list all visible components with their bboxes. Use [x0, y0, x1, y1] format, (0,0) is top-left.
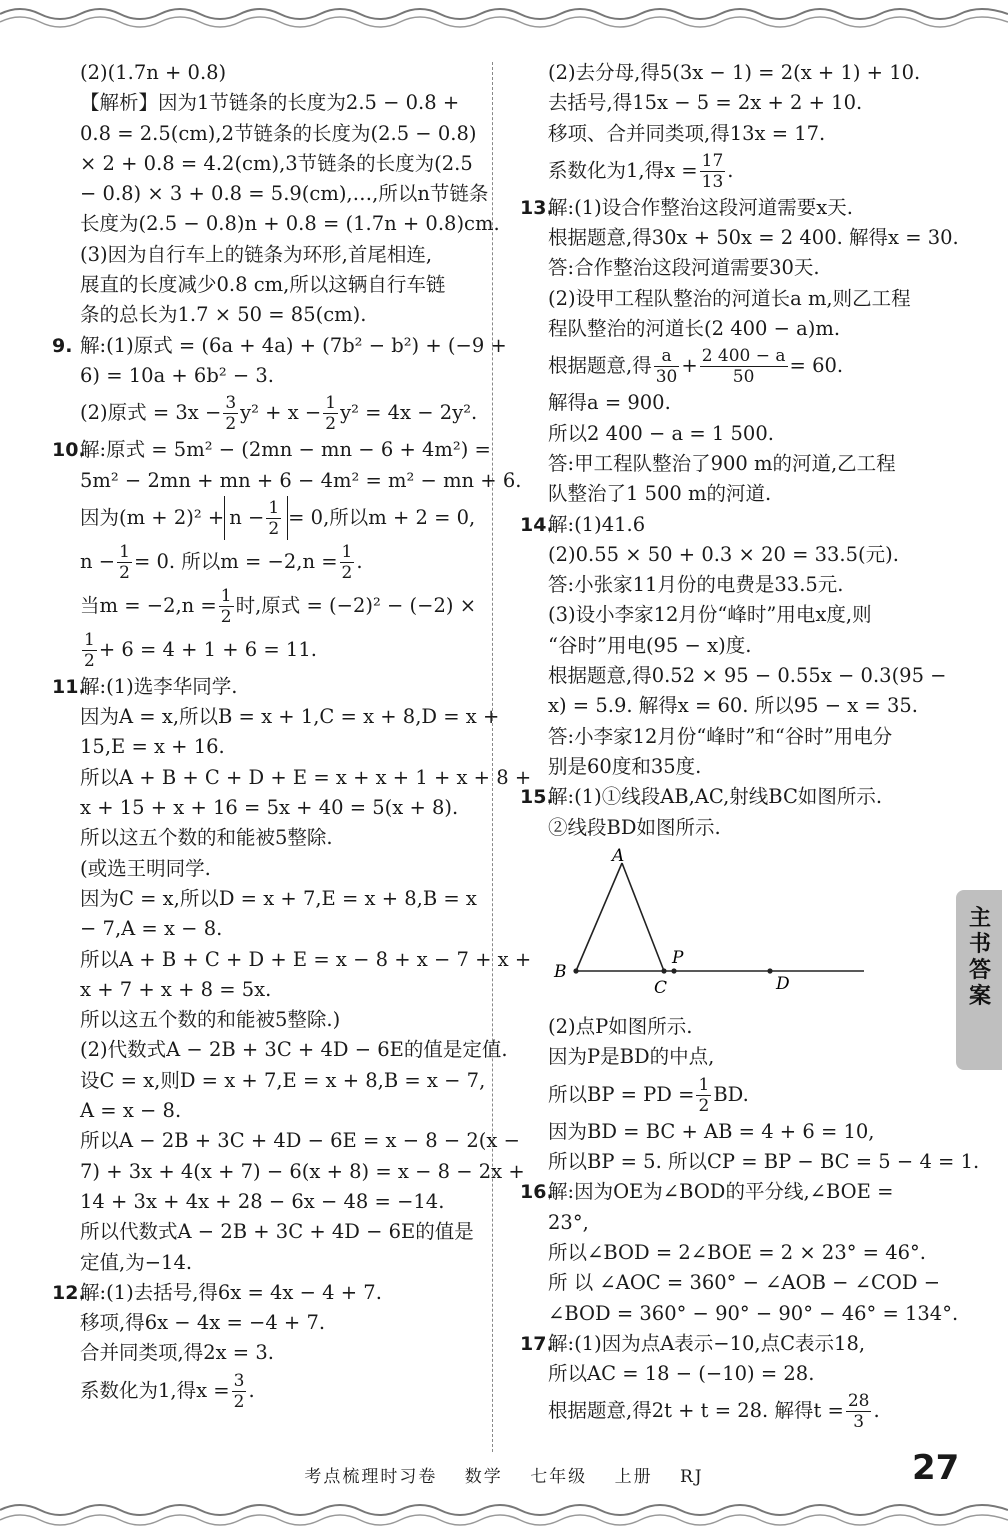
- line: 0.8 = 2.5(cm),2节链条的长度为(2.5 − 0.8): [80, 121, 477, 145]
- fraction: $\frac{1}{2}$: [84, 629, 95, 671]
- line: 别是60度和35度.: [548, 754, 702, 778]
- fraction: $\frac{a}{30}$: [655, 346, 678, 388]
- point-p: [671, 968, 676, 973]
- line: 根据题意,得 $\frac{a}{30}$ + $\frac{2 400 - a}{50}$ = 60.: [548, 346, 844, 388]
- line: 因为P是BD的中点,: [548, 1045, 715, 1069]
- line: 去括号,得15x − 5 = 2x + 2 + 10.: [548, 91, 863, 115]
- line: 展直的长度减少0.8 cm,所以这辆自行车链: [80, 273, 446, 297]
- line: 合并同类项,得2x = 3.: [80, 1341, 274, 1365]
- line: 所以BP = 5. 所以CP = BP − BC = 5 − 4 = 1.: [548, 1150, 980, 1174]
- line: 所以A + B + C + D + E = x + x + 1 + x + 8 +: [80, 765, 532, 789]
- line: × 2 + 0.8 = 4.2(cm),3节链条的长度为(2.5: [80, 151, 473, 175]
- line: A = x − 8.: [80, 1099, 182, 1123]
- line: (3)因为自行车上的链条为环形,首尾相连,: [80, 242, 433, 266]
- line: 15,E = x + 16.: [80, 735, 225, 759]
- absolute-value: n − $\frac{1}{2}$: [224, 496, 288, 540]
- top-wave-border: [0, 0, 1008, 40]
- line: 所以∠BOD = 2∠BOE = 2 × 23° = 46°.: [548, 1240, 926, 1264]
- line: 11.解:(1)选李华同学.: [52, 672, 462, 702]
- line: 所以A − 2B + 3C + 4D − 6E = x − 8 − 2(x −: [80, 1129, 520, 1153]
- fraction: $\frac{1}{2}$: [698, 1074, 710, 1116]
- line: 定值,为−14.: [80, 1250, 193, 1274]
- line: (2)点P如图所示.: [548, 1015, 693, 1039]
- line: 16.解:因为OE为∠BOD的平分线,∠BOE =: [520, 1177, 940, 1207]
- label-c: C: [654, 977, 668, 997]
- line: − 0.8) × 3 + 0.8 = 5.9(cm),…,所以n节链条: [80, 182, 489, 206]
- segment-ab: [576, 863, 622, 971]
- line: 解得a = 900.: [548, 391, 671, 415]
- line: 9. 解:(1)原式 = (6a + 4a) + (7b² − b²) + (−9 +: [52, 331, 462, 361]
- line: (2)(1.7n + 0.8): [80, 61, 227, 84]
- page-number: 27: [912, 1448, 960, 1488]
- line: 答:小李家12月份“峰时”和“谷时”用电分: [548, 724, 893, 748]
- line: 10.解:原式 = 5m² − (2mn − mn − 6 + 4m²) =: [52, 435, 462, 465]
- line: $\frac{1}{2}$ + 6 = 4 + 1 + 6 = 11.: [84, 629, 317, 671]
- line: x) = 5.9. 解得x = 60. 所以95 − x = 35.: [548, 694, 918, 718]
- line: 根据题意,得30x + 50x = 2 400. 解得x = 30.: [548, 226, 959, 250]
- line: x + 7 + x + 8 = 5x.: [80, 977, 272, 1001]
- line: ∠BOD = 360° − 90° − 90° − 46° = 134°.: [548, 1301, 959, 1325]
- line: (2)设甲工程队整治的河道长a m,则乙工程: [548, 286, 911, 310]
- line: (2)0.55 × 50 + 0.3 × 20 = 33.5(元).: [548, 542, 899, 566]
- question-number: 12.: [52, 1281, 86, 1304]
- line: (2)代数式A − 2B + 3C + 4D − 6E的值是定值.: [80, 1038, 508, 1062]
- fraction: $\frac{28}{3}$: [847, 1391, 870, 1433]
- line: 当m = −2,n = $\frac{1}{2}$ 时,原式 = (−2)² − (−2) ×: [80, 585, 477, 627]
- fraction: $\frac{1}{2}$: [341, 541, 353, 583]
- line: 所以这五个数的和能被5整除.: [80, 826, 333, 850]
- line: 答:合作整治这段河道需要30天.: [548, 256, 820, 280]
- line: (3)设小李家12月份“峰时”用电x度,则: [548, 603, 872, 627]
- question-number: 13.: [520, 196, 554, 219]
- line: 所以BP = PD = $\frac{1}{2}$ BD.: [548, 1074, 749, 1116]
- question-number: 17.: [520, 1332, 554, 1355]
- line: 【解析】因为1节链条的长度为2.5 − 0.8 +: [80, 91, 460, 115]
- line: ②线段BD如图所示.: [548, 815, 721, 839]
- line: 设C = x,则D = x + 7,E = x + 8,B = x − 7,: [80, 1068, 486, 1092]
- line: 因为C = x,所以D = x + 7,E = x + 8,B = x: [80, 886, 477, 910]
- point-d: [767, 968, 772, 973]
- fraction: $\frac{17}{13}$: [701, 150, 724, 192]
- point-c: [661, 968, 666, 973]
- line: 5m² − 2mn + mn + 6 − 4m² = m² − mn + 6.: [80, 468, 522, 492]
- line: 6) = 10a + 6b² − 3.: [80, 363, 274, 387]
- line: 因为BD = BC + AB = 4 + 6 = 10,: [548, 1119, 875, 1143]
- point-b: [573, 968, 578, 973]
- line: (或选王明同学.: [80, 856, 211, 880]
- column-divider: [492, 62, 493, 1452]
- line: 系数化为1,得x = $\frac{3}{2}$ .: [80, 1370, 255, 1412]
- line: 7) + 3x + 4(x + 7) − 6(x + 8) = x − 8 − 2x +: [80, 1159, 525, 1183]
- line: 答:小张家11月份的电费是33.5元.: [548, 573, 844, 597]
- footer-grade: 七年级: [530, 1467, 588, 1487]
- fraction: $\frac{1}{2}$: [325, 393, 337, 435]
- label-b: B: [554, 961, 567, 982]
- line: 23°,: [548, 1210, 589, 1234]
- footer-series: 考点梳理时习卷: [304, 1467, 438, 1487]
- segment-ac: [622, 863, 664, 971]
- line: 所以2 400 − a = 1 500.: [548, 421, 774, 445]
- label-p: P: [672, 947, 684, 968]
- line: 长度为(2.5 − 0.8)n + 0.8 = (1.7n + 0.8)cm.: [80, 212, 500, 236]
- side-tab-label: 主书答案: [968, 906, 991, 1009]
- line: (2)原式 = 3x − $\frac{3}{2}$ y² + x − $\frac{1}{2}$ y² = 4x − 2y².: [80, 393, 478, 435]
- line: 队整治了1 500 m的河道.: [548, 482, 772, 506]
- question-number: 16.: [520, 1181, 554, 1204]
- line: − 7,A = x − 8.: [80, 917, 223, 941]
- label-a: A: [612, 846, 625, 866]
- line: 根据题意,得2t + t = 28. 解得t = $\frac{28}{3}$ .: [548, 1391, 880, 1433]
- line: “谷时”用电(95 − x)度.: [548, 633, 752, 657]
- line: 因为A = x,所以B = x + 1,C = x + 8,D = x +: [80, 705, 500, 729]
- line: 程队整治的河道长(2 400 − a)m.: [548, 317, 841, 341]
- line: 所 以 ∠AOC = 360° − ∠AOB − ∠COD −: [548, 1271, 941, 1295]
- bottom-wave-border: [0, 1496, 1008, 1536]
- fraction: $\frac{1}{2}$: [119, 541, 130, 583]
- line: 移项、合并同类项,得13x = 17.: [548, 121, 826, 145]
- line: 14.解:(1)41.6: [520, 510, 940, 540]
- line: 因为(m + 2)² + n − $\frac{1}{2}$ = 0,所以m + 2 = 0,: [80, 497, 476, 539]
- line: 13.解:(1)设合作整治这段河道需要x天.: [520, 193, 940, 223]
- line: 系数化为1,得x = $\frac{17}{13}$ .: [548, 150, 734, 192]
- fraction: $\frac{2 400 - a}{50}$: [701, 346, 786, 388]
- left-column: [52, 58, 532, 1413]
- line: x + 15 + x + 16 = 5x + 40 = 5(x + 8).: [80, 796, 459, 820]
- line: 所以A + B + C + D + E = x − 8 + x − 7 + x +: [80, 947, 532, 971]
- line: 移项,得6x − 4x = −4 + 7.: [80, 1311, 326, 1335]
- line: 所以代数式A − 2B + 3C + 4D − 6E的值是: [80, 1220, 474, 1244]
- line: n − $\frac{1}{2}$ = 0. 所以m = −2,n = $\frac{1}{2}$ .: [80, 541, 363, 583]
- line: 17.解:(1)因为点A表示−10,点C表示18,: [520, 1329, 940, 1359]
- label-d: D: [776, 973, 790, 994]
- question-number: 11.: [52, 675, 86, 698]
- line: 根据题意,得0.52 × 95 − 0.55x − 0.3(95 −: [548, 664, 947, 688]
- footer-edition: RJ: [680, 1467, 704, 1487]
- question-number: 15.: [520, 786, 554, 809]
- footer-subject: 数学: [464, 1467, 503, 1487]
- line: 所以这五个数的和能被5整除.): [80, 1008, 341, 1032]
- line: 12.解:(1)去括号,得6x = 4x − 4 + 7.: [52, 1278, 462, 1308]
- fraction: $\frac{3}{2}$: [225, 393, 237, 435]
- line: 15.解:(1)①线段AB,AC,射线BC如图所示.: [520, 782, 940, 812]
- footer: [0, 1462, 1008, 1487]
- geometry-figure: [550, 847, 870, 997]
- question-number: 14.: [520, 513, 554, 536]
- footer-volume: 上册: [614, 1467, 653, 1487]
- line: 条的总长为1.7 × 50 = 85(cm).: [80, 303, 367, 327]
- question-number: 9.: [52, 334, 73, 357]
- line: 14 + 3x + 4x + 28 − 6x − 48 = −14.: [80, 1189, 445, 1213]
- fraction: $\frac{1}{2}$: [268, 497, 280, 539]
- line: 答:甲工程队整治了900 m的河道,乙工程: [548, 451, 896, 475]
- fraction: $\frac{3}{2}$: [233, 1370, 245, 1412]
- line: 所以AC = 18 − (−10) = 28.: [548, 1362, 815, 1386]
- fraction: $\frac{1}{2}$: [220, 585, 232, 627]
- question-number: 10.: [52, 439, 86, 462]
- line: (2)去分母,得5(3x − 1) = 2(x + 1) + 10.: [548, 61, 921, 84]
